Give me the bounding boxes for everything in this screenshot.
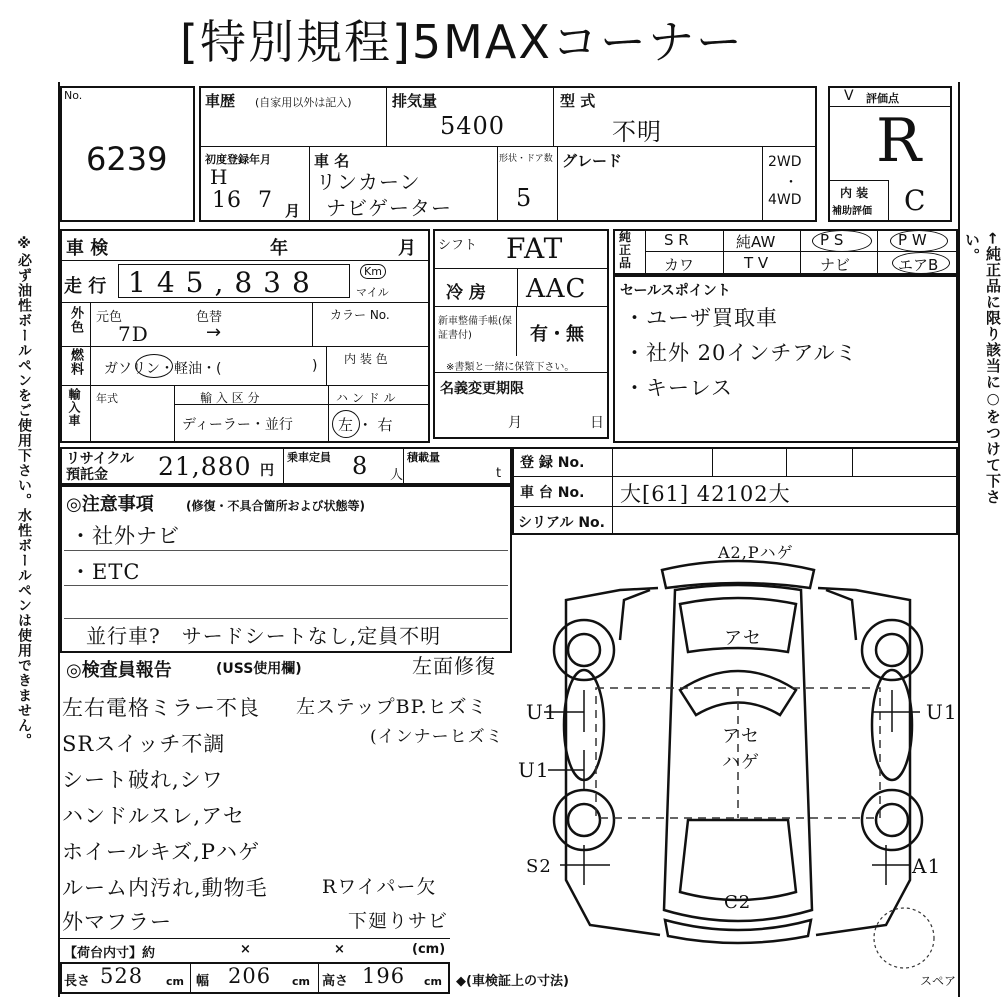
divider [312,302,313,346]
inspector-item-1: 左右電格ミラー不良 [62,696,260,720]
divider [553,86,554,146]
ac-value: AAC [526,274,587,304]
dims-width-label: 幅 [196,974,210,989]
divider [557,146,558,222]
divider [60,385,430,386]
divider [723,229,724,275]
divider [762,146,763,222]
diagram-roof-1: アセ [722,726,760,747]
divider [852,447,853,476]
import-category-label: 輸 入 区 分 [200,391,260,405]
fuel-text: ガソリン・軽油・( [104,361,222,377]
manual-value: 有・無 [530,324,584,345]
diagram-rf: U1 [926,700,958,724]
chassis-label: 車 台 No. [520,485,585,501]
drive-dot: ・ [784,175,798,191]
inspector-right-4: 下廻りサビ [348,910,449,932]
dims-height-label: 高さ [322,974,349,989]
inspector-item-2: SRスイッチ不調 [62,732,226,756]
serial-label: シリアル No. [518,515,605,531]
handle-label: ハ ン ド ル [336,391,396,405]
shift-label: シフト [438,238,478,253]
capacity-label: 乗車定員 [287,451,331,464]
divider [877,229,878,275]
divider [433,306,609,307]
diagram-rear: C2 [724,892,752,913]
drive-4wd: 4WD [768,192,802,208]
divider [199,146,817,147]
genuine-aw: 純AW [736,233,776,251]
inspector-right-2: (インナーヒズミ [370,727,504,747]
recycle-label2: 預託金 [66,467,108,483]
airbag-circle [892,252,950,274]
mileage-unit-mile: マイル [356,286,389,299]
divider [60,346,430,347]
divider [800,229,801,275]
grade-value: R [876,106,922,176]
left-side-note: ※必ず油性ボールペンをご使用下さい。水性ボールペンは使用できません。 [16,236,32,748]
first-reg-month-unit: 月 [285,202,301,220]
inspector-item-6: ルーム内汚れ,動物毛 [62,876,268,900]
diagram-roof-2: ハゲ [722,752,760,773]
divider [403,447,404,485]
inspector-item-7: 外マフラー [62,910,172,934]
left-mid-box [60,229,430,443]
dims-width-unit: cm [292,975,310,988]
cargo-label: 【荷台内寸】約 [64,946,156,961]
divider [497,146,498,222]
genuine-label: 純正品 [619,230,632,270]
interior-value: C [904,184,927,217]
recycle-label1: リサイクル [66,451,135,467]
name-change-label: 名義変更期限 [440,381,524,397]
inspector-label: ◎検査員報告 [66,660,172,681]
divider [60,938,450,939]
diagram-rr: A1 [912,854,942,878]
divider [174,385,175,443]
first-reg-era: H [210,165,229,189]
dims-note: ◆(車検証上の寸法) [456,974,569,989]
inspector-corner: 左面修復 [412,654,496,678]
ac-label: 冷 房 [446,283,486,303]
inspector-item-3: シート破れ,シワ [62,768,224,792]
page-title: [特別規程]5MAXコーナー [180,15,744,69]
diagram-ll: S2 [526,856,552,877]
ps-circle [812,230,872,252]
cargo-unit: (cm) [412,942,446,957]
sales-point-1: ・ユーザ買取車 [624,306,778,330]
divider [786,447,787,476]
first-reg-year: 16 [212,188,242,213]
grade-label: 評価点 [866,92,899,105]
handle-circle [332,410,360,438]
cargo-x1: × [240,942,251,957]
capacity-value: 8 [352,452,369,480]
divider [309,146,310,222]
notes-sub: (修復・不具合箇所および状態等) [186,499,365,513]
divider [386,86,387,146]
divider [90,346,91,385]
divider [60,302,430,303]
note-3: 並行車? サードシートなし,定員不明 [86,624,442,648]
recycle-unit: 円 [260,463,274,479]
rule [64,550,508,551]
displacement-value: 5400 [440,112,506,140]
divider [326,346,327,385]
inspector-item-4: ハンドルスレ,アセ [62,804,245,828]
car-name-label: 車 名 [314,152,350,170]
inspector-right-1: 左ステップBP.ヒズミ [296,696,488,718]
color-orig-label: 元色 [96,310,123,325]
fuel-close: ) [312,358,318,374]
dims-length-unit: cm [166,975,184,988]
mileage-label: 走 行 [64,276,107,297]
divider [318,962,319,994]
diagram-lf: U1 [526,700,558,724]
right-side-note: ←純正品に限り該当に○をつけて下さい。 [963,232,1002,505]
diagram-spare: スペア [920,974,957,988]
genuine-ps: P S [820,231,844,249]
name-change-month: 月 [508,415,522,431]
sales-point-2: ・社外 20インチアルミ [624,341,858,365]
divider [433,268,609,269]
mileage-value: 145,838 [128,266,321,299]
genuine-pw: P W [898,231,927,249]
divider [612,447,613,535]
inspection-year: 年 [270,238,288,259]
drive-2wd: 2WD [768,154,802,170]
recycle-value: 21,880 [158,452,252,481]
rule [64,618,508,619]
grade-label: グレード [562,152,623,170]
divider [712,447,713,476]
divider [90,385,91,443]
load-unit: t [496,466,502,481]
inspector-item-5: ホイールキズ,Pハゲ [62,840,260,864]
car-name-line1: リンカーン [316,170,421,194]
shift-value: FAT [506,232,564,265]
grade-mark: V [844,88,854,104]
import-category: ディーラー・並行 [182,417,293,433]
genuine-leather: カワ [664,256,695,274]
first-reg-month: 7 [258,188,273,213]
divider [828,180,888,181]
inspector-right-3: Rワイパー欠 [322,876,437,898]
no-label: No. [64,89,83,102]
divider [60,260,430,261]
manual-note: ※書類と一緒に保管下さい。 [446,362,575,373]
diagram-lr: U1 [518,758,550,782]
doors-value: 5 [516,184,533,212]
note-1: ・社外ナビ [70,524,180,548]
color-no-label: カラー No. [330,308,390,322]
inspection-label: 車 検 [66,238,109,259]
mileage-unit-km: Km [360,264,386,279]
dims-length: 528 [100,964,144,988]
doors-label: 形状・ドア数 [499,154,553,164]
divider [90,302,91,346]
capacity-unit: 人 [390,468,404,483]
name-change-day: 日 [590,415,604,431]
dims-width: 206 [228,964,272,988]
car-name-line2: ナビゲーター [326,196,452,220]
dims-height-unit: cm [424,975,442,988]
first-reg-label: 初度登録年月 [205,153,271,166]
genuine-navi: ナビ [820,256,851,274]
color-value: 7D [118,322,149,346]
divider [517,268,518,306]
genuine-sr: S R [664,231,689,249]
notes-label: ◎注意事項 [66,494,154,515]
handle-value: 左 ・ 右 [338,416,393,434]
displacement-label: 排気量 [392,92,438,110]
sales-points-label: セールスポイント [620,283,731,299]
divider [283,447,284,485]
dims-length-label: 長さ [64,974,91,989]
divider [645,229,646,275]
registration-label: 登 録 No. [520,455,585,471]
genuine-tv: T V [744,254,769,272]
note-2: ・ETC [70,560,141,584]
fuel-circle [135,354,173,378]
divider [888,180,889,222]
interior-sublabel: 補助評価 [832,206,872,217]
divider [190,962,191,994]
diagram-hood: アセ [724,628,762,649]
model-label: 型 式 [560,92,596,110]
frame-right [958,82,960,997]
no-value: 6239 [86,140,168,178]
sales-point-3: ・キーレス [624,376,733,400]
pw-circle [890,230,948,252]
inspection-month: 月 [398,238,416,259]
divider [516,306,517,356]
manual-label: 新車整備手帳(保証書付) [438,316,512,341]
interior-label: 内 装 [840,186,869,200]
color-arrow: → [206,322,222,343]
inspector-sub: (USS使用欄) [216,661,302,677]
fuel-label: 燃料 [68,348,83,376]
history-label: 車歴 [205,92,236,110]
import-label: 輸入車 [67,388,81,427]
divider [512,476,958,477]
model-value: 不明 [612,118,662,146]
load-label: 積載量 [407,451,440,464]
divider [328,385,329,443]
chassis-value: 大[61] 42102大 [620,482,791,506]
interior-color-label: 内 装 色 [344,352,388,366]
cargo-x2: × [334,942,345,957]
import-year-label: 年式 [96,392,118,405]
history-note: (自家用以外は記入) [255,96,352,109]
diagram-top: A2,Pハゲ [718,543,794,562]
dims-height: 196 [362,964,406,988]
color-label: 外色 [68,306,83,334]
color-changed-label: 色替 [196,310,223,325]
genuine-airbag: エアB [898,256,939,274]
